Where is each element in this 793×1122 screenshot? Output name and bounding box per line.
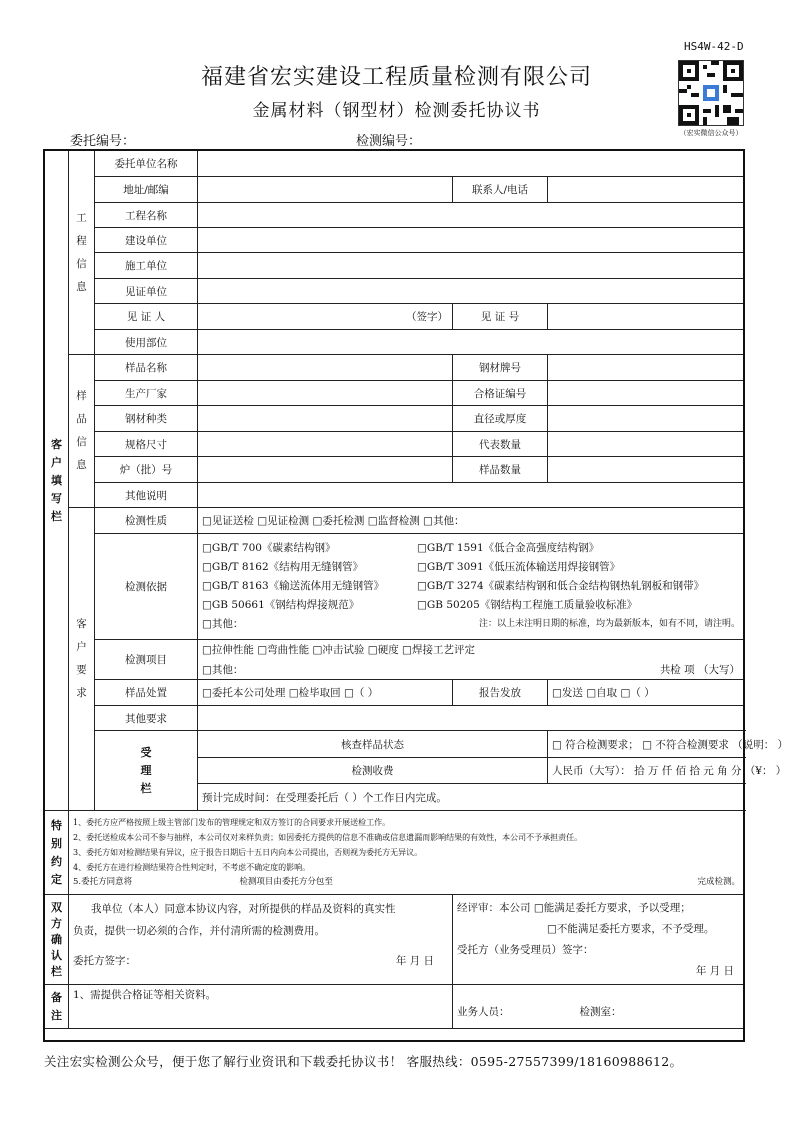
finish-time[interactable]: 预计完成时间：在受理委托后（ ）个工作日内完成。	[198, 784, 745, 811]
entrust-no-label: 委托编号：	[70, 134, 136, 149]
client-confirm: 我单位（本人）同意本协议内容，对所提供的样品及资料的真实性 负责，提供一切必须的合作，并付清所需的检测费用。 委托方签字： 年 月 日	[69, 895, 453, 985]
lab-field[interactable]: 检测室：	[579, 1006, 622, 1018]
nature-label: 检测性质	[95, 508, 198, 534]
agreement-table	[44, 150, 789, 1029]
construct-unit-label: 施工单位	[95, 253, 198, 279]
receiver-sign-field[interactable]: 受托方（业务受理员）签字：	[457, 944, 594, 956]
qr-code-icon	[678, 60, 744, 126]
qr-caption: （宏实微信公众号）	[679, 129, 743, 137]
sample-qty-label: 样品数量	[453, 457, 548, 483]
report-send-options[interactable]: □发送 □自取 □（ ）	[548, 680, 745, 706]
basis-label: 检测依据	[95, 534, 198, 640]
batch-label: 炉（批）号	[95, 457, 198, 483]
review-reject-option[interactable]: □不能满足委托方要求，不予受理。	[547, 923, 715, 935]
form-title: 金属材料（钢型材）检测委托协议书	[252, 101, 541, 121]
use-part-field[interactable]	[198, 330, 745, 355]
staff-field[interactable]: 业务人员：	[457, 1006, 510, 1018]
other-desc-field[interactable]	[198, 483, 745, 508]
project-name-field[interactable]	[198, 203, 745, 228]
rep-qty-field[interactable]	[548, 432, 745, 457]
entrust-unit-field[interactable]	[198, 151, 745, 177]
check-state-options[interactable]: □ 符合检测要求； □ 不符合检测要求 （说明： ）	[548, 731, 745, 758]
cert-no-field[interactable]	[548, 381, 745, 406]
section-sample: 样品信息	[69, 355, 95, 508]
nature-options[interactable]: □见证送检 □见证检测 □委托检测 □监督检测 □其他：	[198, 508, 745, 534]
fee-label: 检测收费	[198, 758, 548, 784]
witness-unit-label: 见证单位	[95, 279, 198, 304]
basis-options[interactable]	[198, 534, 745, 640]
size-field[interactable]	[198, 432, 453, 457]
cert-no-label: 合格证编号	[453, 381, 548, 406]
entrust-unit-label: 委托单位名称	[95, 151, 198, 177]
disposal-options[interactable]: □委托本公司处理 □检毕取回 □（ ）	[198, 680, 453, 706]
basis-gb50661[interactable]: □GB 50661《钢结构焊接规范》	[202, 599, 360, 611]
lab-confirm	[453, 895, 745, 985]
build-unit-field[interactable]	[198, 228, 745, 253]
sample-name-label: 样品名称	[95, 355, 198, 381]
size-label: 规格尺寸	[95, 432, 198, 457]
use-part-label: 使用部位	[95, 330, 198, 355]
sample-qty-field[interactable]	[548, 457, 745, 483]
items-options[interactable]: □拉伸性能 □弯曲性能 □冲击试验 □硬度 □焊接工艺评定	[198, 640, 745, 660]
diameter-field[interactable]	[548, 406, 745, 432]
footer-hotline: 关注宏实检测公众号，便于您了解行业资讯和下载委托协议书！ 客服热线：0595-27557399/18160988612。	[44, 1054, 683, 1069]
items-label: 检测项目	[95, 640, 198, 680]
address-field[interactable]	[198, 177, 453, 203]
witness-unit-field[interactable]	[198, 279, 745, 304]
contact-label: 联系人/电话	[453, 177, 548, 203]
section-confirm: 双方确认栏	[45, 895, 69, 985]
special-terms: 1、委托方应严格按照上级主管部门发布的管理规定和双方签订的合同要求开展送检工作。 2、委托送检成本公司不参与抽样，本公司仅对来样负责；如因委托方提供的信息不准确或信息遗漏而影响结果的有效性，本公司不予承担责任。 3、委托方如对检测结果有异议，应于报告日期后十五日内向本公司提出，否则视为委托方无异议。 4、委托方在进行检测结果符合性判定时，不考虑不确定度的影响。 5.委托方同意将 检测项目由委托方分包至 完成检测。	[69, 811, 745, 895]
address-label: 地址/邮编	[95, 177, 198, 203]
check-state-label: 核查样品状态	[198, 731, 548, 758]
report-send-label: 报告发放	[453, 680, 548, 706]
basis-gb3091[interactable]: □GB/T 3091《低压流体输送用焊接钢管》	[417, 561, 621, 573]
steel-type-label: 钢材种类	[95, 406, 198, 432]
note-text: 1、需提供合格证等相关资料。	[69, 985, 453, 1029]
maker-label: 生产厂家	[95, 381, 198, 406]
basis-gb1591[interactable]: □GB/T 1591《低合金高强度结构钢》	[417, 542, 600, 554]
witness-label: 见 证 人	[95, 304, 198, 330]
steel-type-field[interactable]	[198, 406, 453, 432]
basis-gb50205[interactable]: □GB 50205《钢结构工程施工质量验收标准》	[417, 599, 638, 611]
section-project: 工程信息	[69, 151, 95, 355]
fee-field[interactable]: 人民币（大写）： 拾 万 仟 佰 拾 元 角 分 （¥： ）	[548, 758, 745, 784]
basis-gb3274[interactable]: □GB/T 3274《碳素结构钢和低合金结构钢热轧钢板和钢带》	[417, 580, 705, 592]
receiver-date[interactable]: 年 月 日	[695, 965, 734, 977]
basis-other[interactable]: □其他：	[202, 618, 244, 630]
disposal-label: 样品处置	[95, 680, 198, 706]
rep-qty-label: 代表数量	[453, 432, 548, 457]
contact-field[interactable]	[548, 177, 745, 203]
document-code: HS4W-42-D	[684, 40, 744, 53]
batch-field[interactable]	[198, 457, 453, 483]
sample-name-field[interactable]	[198, 355, 453, 381]
diameter-label: 直径或厚度	[453, 406, 548, 432]
test-no-label: 检测编号：	[356, 134, 422, 149]
section-requirements: 客户要求	[69, 508, 95, 811]
section-note: 备注	[45, 985, 69, 1029]
project-name-label: 工程名称	[95, 203, 198, 228]
basis-gb8163[interactable]: □GB/T 8163《输送流体用无缝钢管》	[202, 580, 385, 592]
witness-sign-field[interactable]: （签字）	[198, 304, 453, 330]
client-date[interactable]: 年 月 日	[395, 955, 434, 967]
witness-no-field[interactable]	[548, 304, 745, 330]
maker-field[interactable]	[198, 381, 453, 406]
basis-note: 注：以上未注明日期的标准，均为最新版本，如有不同，请注明。	[478, 619, 740, 629]
build-unit-label: 建设单位	[95, 228, 198, 253]
other-req-label: 其他要求	[95, 706, 198, 731]
section-accept: 受理栏	[95, 731, 198, 811]
steel-grade-label: 钢材牌号	[453, 355, 548, 381]
review-accept-option[interactable]: 经评审：本公司 □能满足委托方要求，予以受理；	[457, 902, 691, 914]
other-req-field[interactable]	[198, 706, 745, 731]
section-customer: 客户填写栏	[45, 151, 69, 811]
basis-gb700[interactable]: □GB/T 700《碳素结构钢》	[202, 542, 336, 554]
basis-gb8162[interactable]: □GB/T 8162《结构用无缝钢管》	[202, 561, 364, 573]
construct-unit-field[interactable]	[198, 253, 745, 279]
client-sign-field[interactable]: 委托方签字：	[73, 955, 136, 967]
company-title: 福建省宏实建设工程质量检测有限公司	[200, 65, 592, 90]
section-special: 特别约定	[45, 811, 69, 895]
witness-no-label: 见 证 号	[453, 304, 548, 330]
items-total[interactable]: 共检 项 （大写）	[659, 663, 740, 676]
steel-grade-field[interactable]	[548, 355, 745, 381]
items-other[interactable]: □其他：	[202, 663, 244, 676]
other-desc-label: 其他说明	[95, 483, 198, 508]
